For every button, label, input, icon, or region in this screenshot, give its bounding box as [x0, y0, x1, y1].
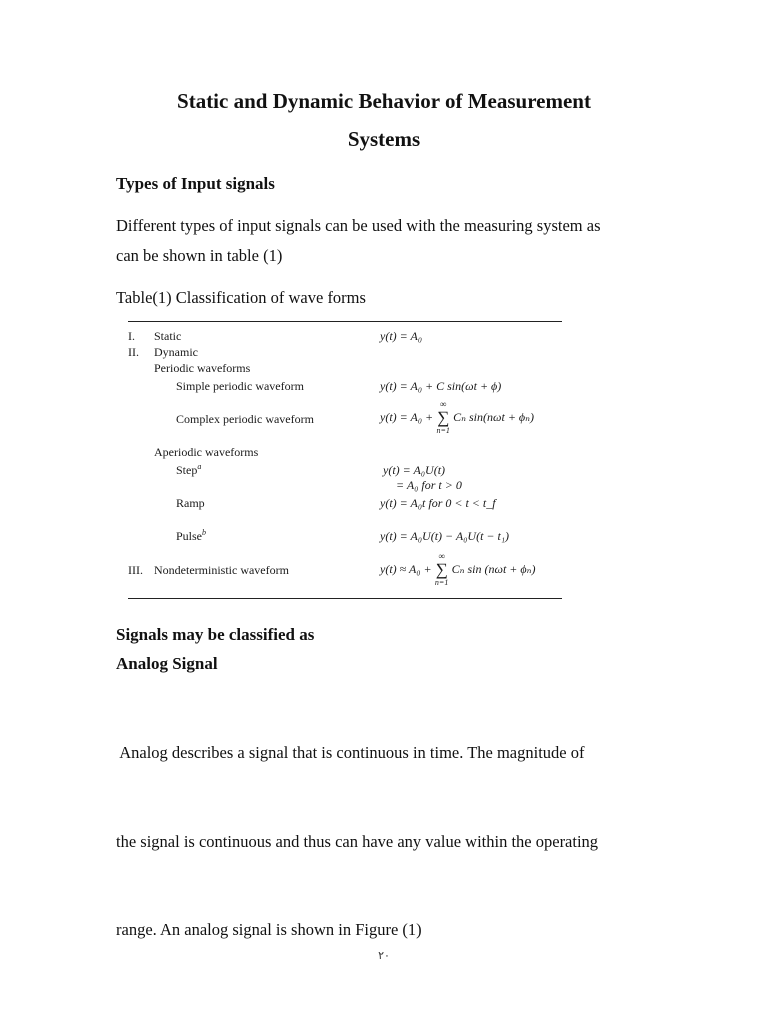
title-line-2: Systems — [347, 127, 421, 151]
pulse-label-text: Pulse — [176, 529, 203, 543]
sum-lower-limit: n=1 — [434, 578, 449, 588]
sum-upper-limit: ∞ — [439, 399, 447, 410]
row-complex-periodic-formula — [380, 399, 534, 436]
row-static-formula: y(t) = A₀ — [380, 329, 423, 343]
table-caption: Table(1) Classification of wave forms — [116, 288, 366, 307]
row-simple-periodic-label: Simple periodic waveform — [176, 379, 304, 393]
summation-symbol: ∞ ∑ n=1 — [436, 411, 450, 425]
row-static-number: I. — [128, 329, 135, 343]
analog-line-3: range. An analog signal is shown in Figure (1) — [116, 920, 422, 939]
row-complex-periodic-label: Complex periodic waveform — [176, 412, 314, 426]
row-step-label — [176, 462, 201, 478]
waveform-classification-table — [128, 321, 562, 601]
analog-line-1: Analog describes a signal that is continuous in time. The magnitude of — [116, 743, 585, 762]
pulse-footnote-mark: b — [202, 528, 207, 537]
intro-line-1: Different types of input signals can be used with the measuring system as — [116, 216, 601, 235]
page-title — [0, 82, 768, 158]
summation-symbol: ∞ ∑ n=1 — [435, 563, 449, 577]
title-line-1: Static and Dynamic Behavior of Measurement — [177, 89, 591, 113]
sum-lower-limit: n=1 — [436, 426, 450, 436]
row-aperiodic-label: Aperiodic waveforms — [154, 445, 259, 459]
step-footnote-mark: a — [197, 462, 202, 471]
row-nondeterministic-number: III. — [128, 563, 143, 577]
section-heading-analog: Analog Signal — [116, 654, 218, 673]
row-pulse-formula: y(t) = A₀U(t) − A₀U(t − t₁) — [380, 529, 510, 543]
row-static-label: Static — [154, 329, 182, 343]
sum-upper-limit: ∞ — [438, 551, 445, 562]
row-ramp-label: Ramp — [176, 496, 205, 510]
row-dynamic-number: II. — [128, 345, 139, 359]
intro-paragraph — [116, 211, 656, 270]
table-bottom-rule — [128, 598, 562, 599]
analog-line-2: the signal is continuous and thus can have any value within the operating — [116, 831, 599, 851]
row-step-formula: y(t) = A₀U(t) — [383, 463, 446, 477]
row-nondeterministic-formula — [380, 551, 536, 588]
row-step-formula-line2: = A₀ for t > 0 — [396, 478, 462, 492]
table-top-rule — [128, 321, 562, 322]
row-nondeterministic-label: Nondeterministic waveform — [154, 563, 289, 577]
row-pulse-label — [176, 528, 206, 544]
formula-prefix: y(t) ≈ A₀ + — [380, 562, 435, 576]
row-ramp-formula: y(t) = A₀t for 0 < t < t_f — [380, 496, 496, 510]
row-dynamic-label: Dynamic — [154, 345, 198, 359]
intro-line-2: can be shown in table (1) — [116, 245, 283, 265]
formula-suffix: Cₙ sin(nωt + ϕₙ) — [453, 410, 534, 424]
row-periodic-label: Periodic waveforms — [154, 361, 251, 375]
page-number: ٢٠ — [378, 950, 390, 962]
formula-prefix: y(t) = A₀ + — [380, 410, 437, 424]
section-heading-classification: Signals may be classified as — [116, 625, 315, 644]
row-simple-periodic-formula: y(t) = A₀ + C sin(ωt + ϕ) — [380, 379, 502, 393]
section-heading-input-signals: Types of Input signals — [116, 174, 275, 193]
step-label-text: Step — [176, 463, 198, 477]
formula-suffix: Cₙ sin (nωt + ϕₙ) — [451, 562, 536, 576]
